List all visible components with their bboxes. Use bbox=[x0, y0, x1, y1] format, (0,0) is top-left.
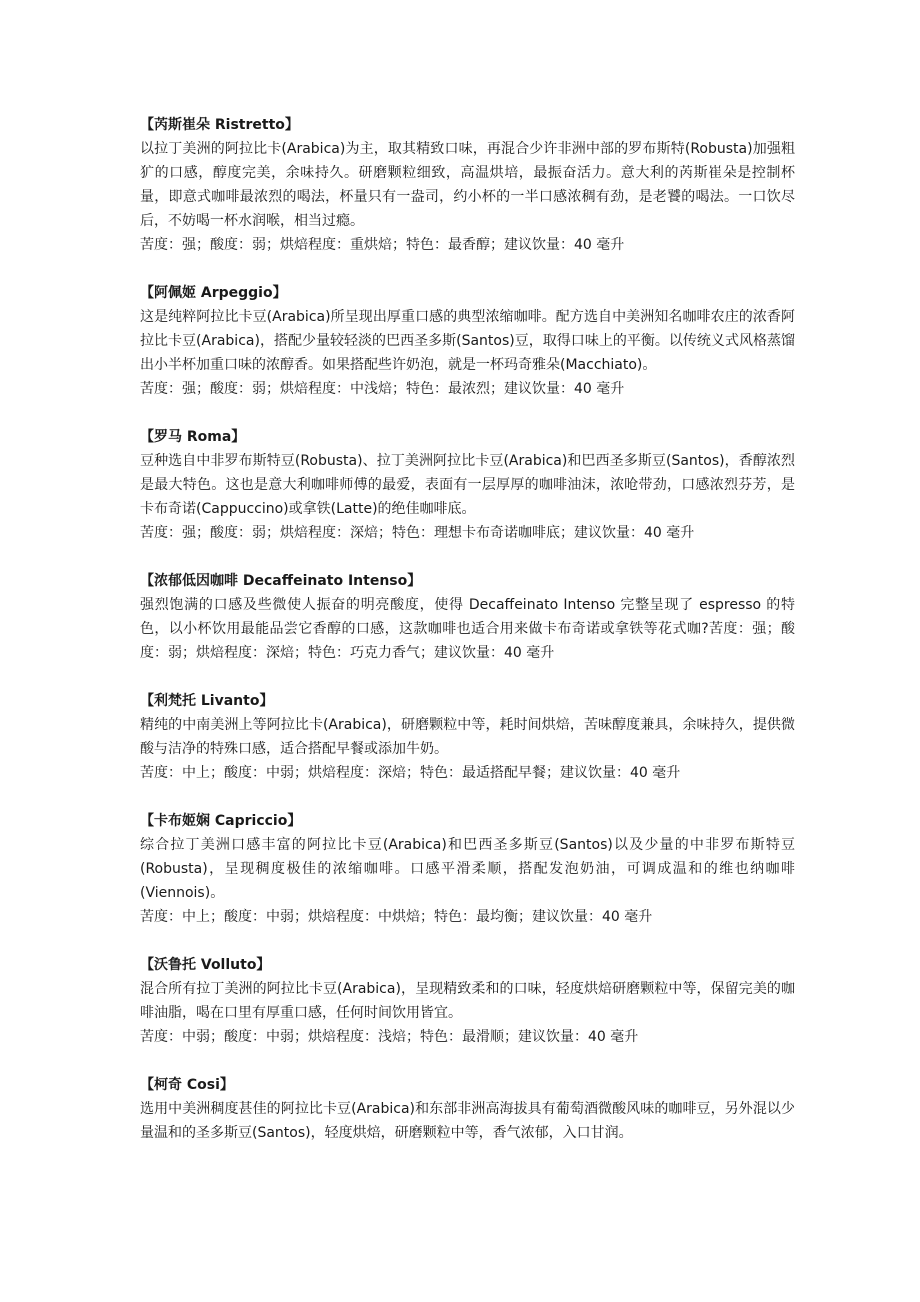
entry-description: 以拉丁美洲的阿拉比卡(Arabica)为主，取其精致口味，再混合少许非洲中部的罗布斯特(Robusta)加强粗犷的口感，醇度完美，余味持久。研磨颗粒细致，高温烘培，最振奋活力。意大利的芮斯崔朵是控制杯量，即意式咖啡最浓烈的喝法，杯量只有一盎司，约小杯的一半口感浓稠有劲，是老饕的喝法。一口饮尽后，不妨喝一杯水润喉，相当过瘾。 bbox=[140, 141, 795, 229]
entry-description: 豆种选自中非罗布斯特豆(Robusta)、拉丁美洲阿拉比卡豆(Arabica)和巴西圣多斯豆(Santos)，香醇浓烈是最大特色。这也是意大利咖啡师傅的最爱，表面有一层厚厚的咖啡油沫，浓呛带劲，口感浓烈芬芳，是卡布奇诺(Cappuccino)或拿铁(Latte)的绝佳咖啡底。 bbox=[140, 453, 795, 517]
entry-ristretto bbox=[140, 113, 795, 257]
entry-title: 【利梵托 Livanto】 bbox=[140, 693, 274, 709]
entry-specs: 苦度：强；酸度：弱；烘焙程度：深焙；特色：理想卡布奇诺咖啡底；建议饮量：40 毫升 bbox=[140, 525, 695, 541]
entry-specs: 苦度：强；酸度：弱；烘焙程度：深焙；特色：巧克力香气；建议饮量：40 毫升 bbox=[140, 621, 795, 661]
entry-title: 【柯奇 Cosi】 bbox=[140, 1077, 234, 1093]
entry-description: 混合所有拉丁美洲的阿拉比卡豆(Arabica)，呈现精致柔和的口味，轻度烘焙研磨颗粒中等，保留完美的咖啡油脂，喝在口里有厚重口感，任何时间饮用皆宜。 bbox=[140, 981, 795, 1021]
entry-description: 选用中美洲稠度甚佳的阿拉比卡豆(Arabica)和东部非洲高海拔具有葡萄酒微酸风味的咖啡豆，另外混以少量温和的圣多斯豆(Santos)，轻度烘焙，研磨颗粒中等，香气浓郁，入口甘润。 bbox=[140, 1101, 795, 1141]
entry-title: 【罗马 Roma】 bbox=[140, 429, 246, 445]
entry-livanto bbox=[140, 689, 795, 785]
entry-description: 精纯的中南美洲上等阿拉比卡(Arabica)，研磨颗粒中等，耗时间烘焙，苦味醇度兼具，余味持久，提供微酸与洁净的特殊口感，适合搭配早餐或添加牛奶。 bbox=[140, 717, 795, 757]
entry-capriccio bbox=[140, 809, 795, 929]
entry-title: 【阿佩姬 Arpeggio】 bbox=[140, 285, 287, 301]
entry-description-text: 强烈饱满的口感及些微使人振奋的明亮酸度，使得 Decaffeinato Intenso 完整呈现了 espresso 的特色，以小杯饮用最能品尝它香醇的口感，这款咖啡也适合用来做卡布奇诺或拿铁等花式咖? bbox=[140, 597, 795, 637]
document-page bbox=[140, 113, 795, 1169]
entry-title: 【沃鲁托 Volluto】 bbox=[140, 957, 271, 973]
entry-title: 【芮斯崔朵 Ristretto】 bbox=[140, 117, 299, 133]
entry-title: 【卡布姬娴 Capriccio】 bbox=[140, 813, 302, 829]
entry-specs: 苦度：强；酸度：弱；烘焙程度：中浅焙；特色：最浓烈；建议饮量：40 毫升 bbox=[140, 381, 625, 397]
entry-description: 综合拉丁美洲口感丰富的阿拉比卡豆(Arabica)和巴西圣多斯豆(Santos)以及少量的中非罗布斯特豆(Robusta)，呈现稠度极佳的浓缩咖啡。口感平滑柔顺，搭配发泡奶油，可调成温和的维也纳咖啡(Viennois)。 bbox=[140, 837, 795, 901]
entry-description: 这是纯粹阿拉比卡豆(Arabica)所呈现出厚重口感的典型浓缩咖啡。配方选自中美洲知名咖啡农庄的浓香阿拉比卡豆(Arabica)，搭配少量较轻淡的巴西圣多斯(Santos)豆，取得口味上的平衡。以传统义式风格蒸馏出小半杯加重口味的浓醇香。如果搭配些许奶泡，就是一杯玛奇雅朵(Macchiato)。 bbox=[140, 309, 795, 373]
entry-roma bbox=[140, 425, 795, 545]
entry-arpeggio bbox=[140, 281, 795, 401]
entry-description bbox=[140, 593, 795, 665]
entry-volluto bbox=[140, 953, 795, 1049]
entry-decaffeinato-intenso bbox=[140, 569, 795, 665]
entry-title: 【浓郁低因咖啡 Decaffeinato Intenso】 bbox=[140, 573, 422, 589]
entry-specs: 苦度：中弱；酸度：中弱；烘焙程度：浅焙；特色：最滑顺；建议饮量：40 毫升 bbox=[140, 1029, 639, 1045]
entry-specs: 苦度：强；酸度：弱；烘焙程度：重烘焙；特色：最香醇；建议饮量：40 毫升 bbox=[140, 237, 625, 253]
entry-cosi bbox=[140, 1073, 795, 1145]
entry-specs: 苦度：中上；酸度：中弱；烘焙程度：中烘焙；特色：最均衡；建议饮量：40 毫升 bbox=[140, 909, 653, 925]
entry-specs: 苦度：中上；酸度：中弱；烘焙程度：深焙；特色：最适搭配早餐；建议饮量：40 毫升 bbox=[140, 765, 681, 781]
